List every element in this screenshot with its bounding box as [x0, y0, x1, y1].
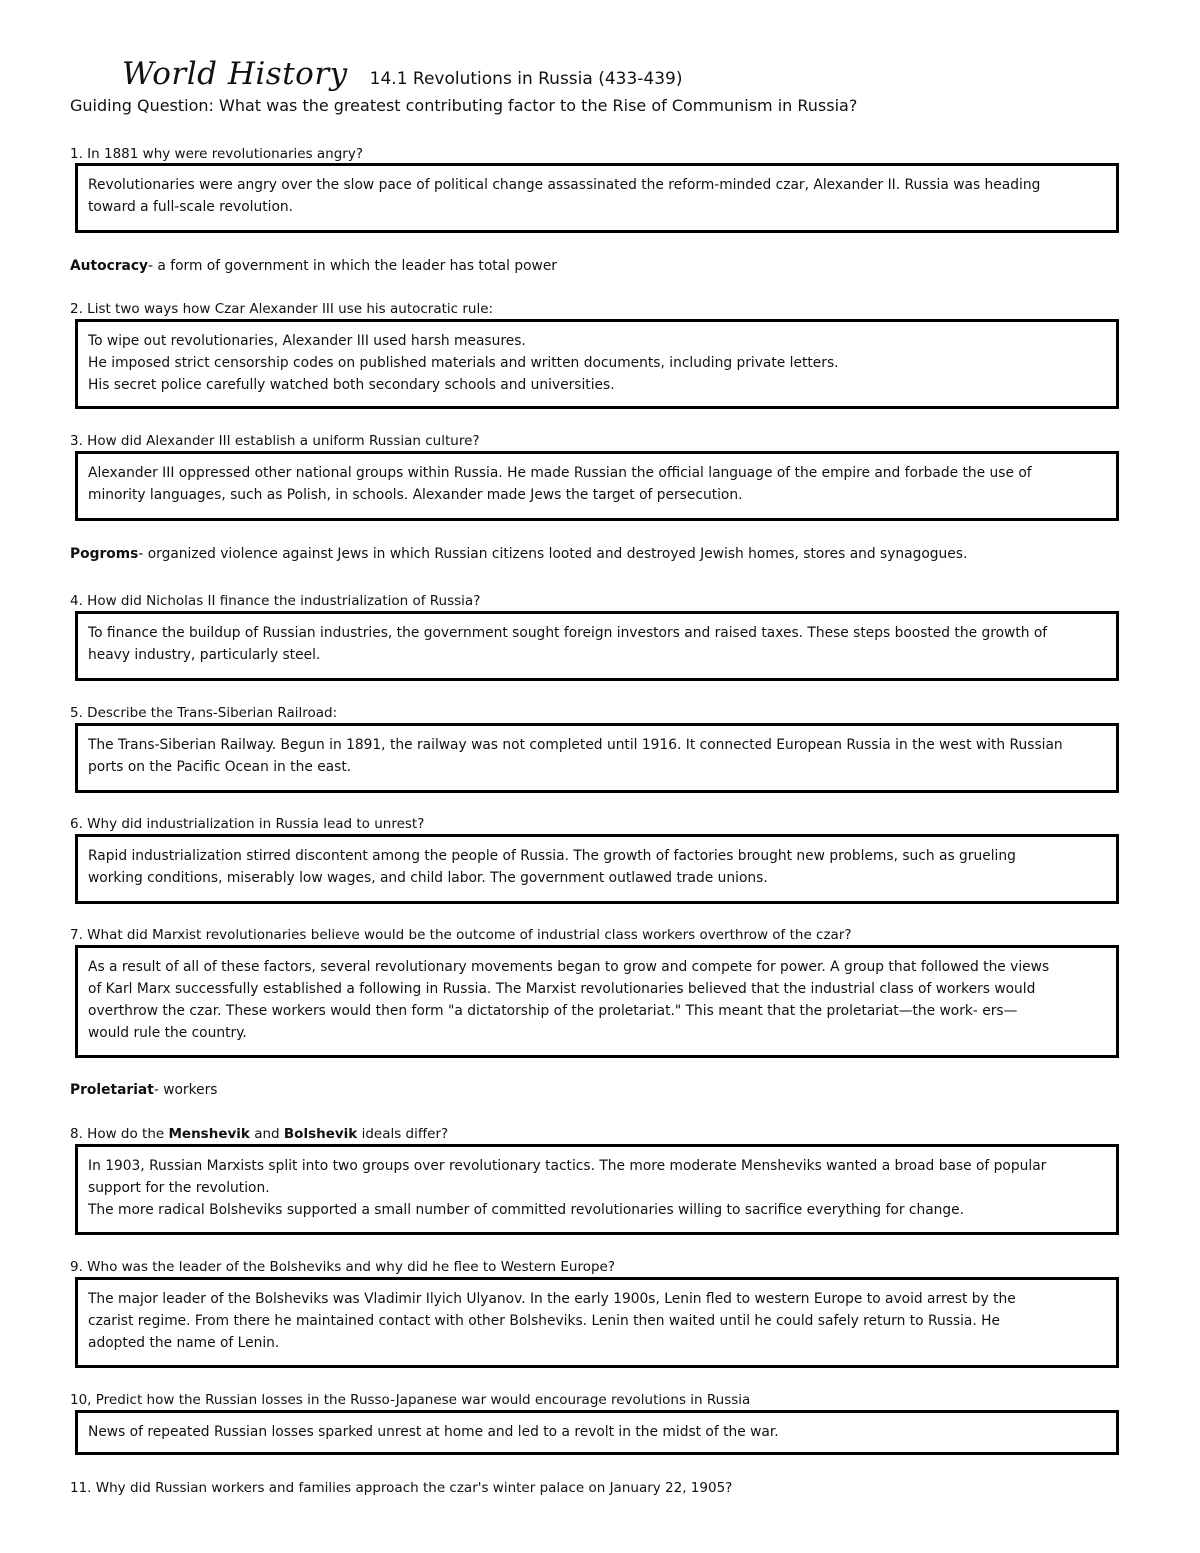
question-2: 2. List two ways how Czar Alexander III use his autocratic rule: [70, 301, 494, 317]
answer-box-4 [75, 611, 1119, 681]
answer-box-5 [75, 723, 1119, 793]
section-subtitle: 14.1 Revolutions in Russia (433-439) [369, 69, 683, 89]
answer-line: The Trans-Siberian Railway. Begun in 1891, the railway was not completed until 1916. It connected European Russia in the west with Russian [88, 737, 1063, 753]
definition-text: - a form of government in which the leader has total power [148, 258, 557, 274]
answer-line: His secret police carefully watched both secondary schools and universities. [88, 377, 615, 393]
answer-line: ports on the Pacific Ocean in the east. [88, 759, 352, 775]
answer-line: heavy industry, particularly steel. [88, 647, 321, 663]
answer-box-6 [75, 834, 1119, 904]
answer-box-8 [75, 1144, 1119, 1235]
answer-line: Rapid industrialization stirred discontent among the people of Russia. The growth of factories brought new problems, such as grueling [88, 848, 1016, 864]
term-menshevik: Menshevik [168, 1126, 250, 1142]
answer-box-3 [75, 451, 1119, 521]
answer-line: Alexander III oppressed other national groups within Russia. He made Russian the official language of the empire and forbade the use of [88, 465, 1032, 481]
question-5: 5. Describe the Trans-Siberian Railroad: [70, 705, 338, 721]
answer-line: The more radical Bolsheviks supported a small number of committed revolutionaries willing to sacrifice everything for change. [88, 1202, 965, 1218]
question-8 [70, 1125, 448, 1143]
answer-line: Revolutionaries were angry over the slow pace of political change assassinated the reform-minded czar, Alexander II. Russia was heading [88, 177, 1041, 193]
answer-line: To finance the buildup of Russian industries, the government sought foreign investors and raised taxes. These steps boosted the growth of [88, 625, 1048, 641]
answer-line: The major leader of the Bolsheviks was Vladimir Ilyich Ulyanov. In the early 1900s, Lenin fled to western Europe to avoid arrest by the [88, 1291, 1016, 1307]
definition-term: Pogroms [70, 546, 139, 562]
answer-line: In 1903, Russian Marxists split into two groups over revolutionary tactics. The more moderate Mensheviks wanted a broad base of popular [88, 1158, 1047, 1174]
definition-text: - organized violence against Jews in which Russian citizens looted and destroyed Jewish homes, stores and synagogues. [138, 546, 968, 562]
answer-line: To wipe out revolutionaries, Alexander III used harsh measures. [88, 333, 526, 349]
question-6: 6. Why did industrialization in Russia lead to unrest? [70, 816, 425, 832]
page-title: World History [122, 56, 348, 92]
worksheet-header [70, 56, 1160, 115]
answer-line: toward a full-scale revolution. [88, 199, 294, 215]
answer-box-1 [75, 163, 1119, 233]
question-9: 9. Who was the leader of the Bolsheviks and why did he flee to Western Europe? [70, 1259, 616, 1275]
answer-line: of Karl Marx successfully established a following in Russia. The Marxist revolutionaries believed that the industrial class of workers would [88, 981, 1036, 997]
answer-line: adopted the name of Lenin. [88, 1335, 280, 1351]
term-bolshevik: Bolshevik [283, 1126, 358, 1142]
definition-term: Autocracy [70, 258, 149, 274]
definition-pogroms [70, 545, 967, 563]
question-text: and [249, 1126, 284, 1142]
answer-box-7 [75, 945, 1119, 1058]
answer-line: As a result of all of these factors, several revolutionary movements began to grow and compete for power. A group that followed the views [88, 959, 1050, 975]
answer-line: He imposed strict censorship codes on published materials and written documents, including private letters. [88, 355, 839, 371]
answer-line: would rule the country. [88, 1025, 247, 1041]
question-7: 7. What did Marxist revolutionaries believe would be the outcome of industrial class workers overthrow of the czar? [70, 927, 852, 943]
answer-line: News of repeated Russian losses sparked unrest at home and led to a revolt in the midst of the war. [88, 1424, 779, 1440]
answer-line: working conditions, miserably low wages, and child labor. The government outlawed trade unions. [88, 870, 768, 886]
definition-text: - workers [153, 1082, 218, 1098]
question-11: 11. Why did Russian workers and families approach the czar's winter palace on January 22, 1905? [70, 1480, 733, 1496]
question-text: ideals differ? [357, 1126, 449, 1142]
answer-line: minority languages, such as Polish, in schools. Alexander made Jews the target of persecution. [88, 487, 743, 503]
question-4: 4. How did Nicholas II finance the industrialization of Russia? [70, 593, 481, 609]
answer-box-9 [75, 1277, 1119, 1368]
definition-autocracy [70, 257, 557, 275]
answer-box-10 [75, 1410, 1119, 1455]
question-1: 1. In 1881 why were revolutionaries angry? [70, 146, 364, 162]
answer-line: support for the revolution. [88, 1180, 270, 1196]
answer-box-2 [75, 319, 1119, 409]
answer-line: overthrow the czar. These workers would then form "a dictatorship of the proletariat." This meant that the proletariat—the work- ers— [88, 1003, 1018, 1019]
question-text: 8. How do the [70, 1126, 169, 1142]
definition-proletariat [70, 1081, 217, 1099]
question-3: 3. How did Alexander III establish a uniform Russian culture? [70, 433, 480, 449]
guiding-question: Guiding Question: What was the greatest contributing factor to the Rise of Communism in Russia? [70, 96, 858, 115]
title-row [122, 56, 1160, 92]
question-10: 10, Predict how the Russian losses in the Russo-Japanese war would encourage revolutions in Russia [70, 1392, 751, 1408]
definition-term: Proletariat [70, 1082, 154, 1098]
answer-line: czarist regime. From there he maintained contact with other Bolsheviks. Lenin then waited until he could safely return to Russia. He [88, 1313, 1000, 1329]
